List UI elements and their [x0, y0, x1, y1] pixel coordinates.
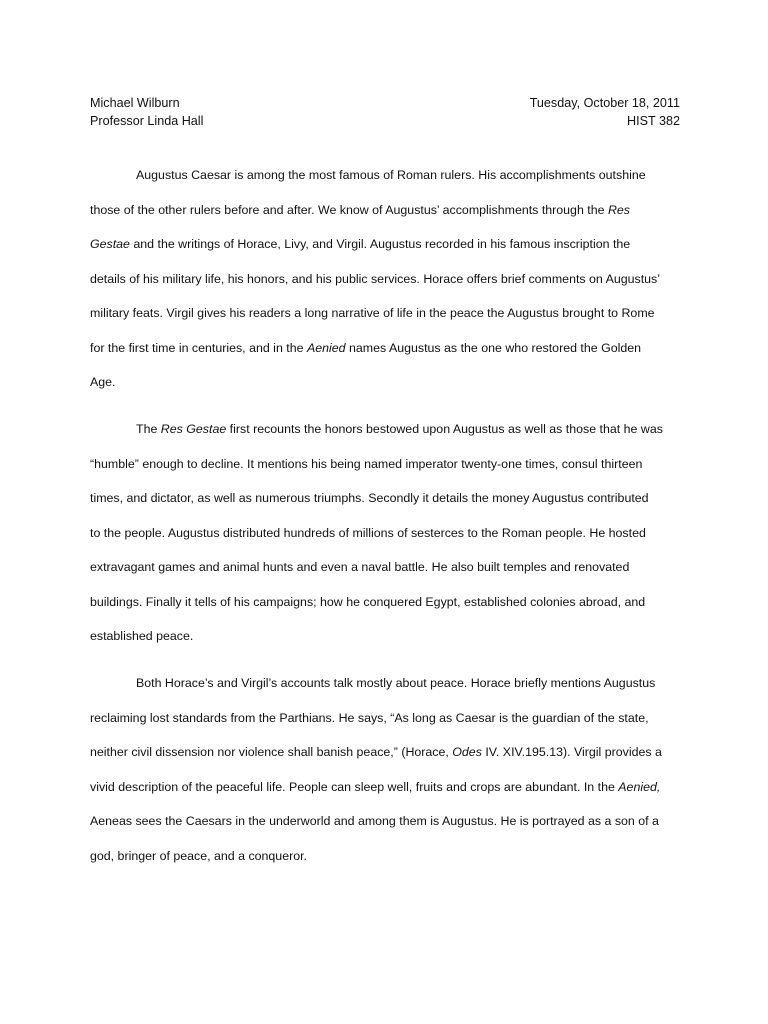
text-segment: established peace. [90, 629, 194, 643]
essay-paragraph [90, 158, 680, 400]
text-segment: reclaiming lost standards from the Parthians. He says, “As long as Caesar is the guardian of the state, [90, 710, 649, 725]
paragraph-line [90, 585, 680, 620]
text-segment: for the first time in centuries, and in the [90, 340, 307, 355]
text-segment: Aeneas sees the Caesars in the underworld and among them is Augustus. He is portrayed as a son of a [90, 814, 659, 828]
italic-title-text: Aenied, [618, 779, 661, 794]
paragraph-line [90, 735, 680, 770]
paragraph-line [90, 550, 680, 585]
text-segment: vivid description of the peaceful life. People can sleep well, fruits and crops are abundant. In the [90, 779, 619, 794]
italic-title-text: Gestae [90, 237, 130, 251]
text-segment: neither civil dissension nor violence shall banish peace,” (Horace, [90, 745, 453, 759]
paragraph-line [90, 331, 680, 366]
text-segment: Augustus Caesar is among the most famous of Roman rulers. His accomplishments outshine [136, 168, 646, 182]
paragraph-line [90, 770, 680, 805]
paragraph-line [90, 701, 680, 736]
text-segment: god, bringer of peace, and a conqueror. [90, 848, 307, 863]
text-segment: The [136, 422, 161, 436]
text-segment: “humble” enough to decline. It mentions his being named imperator twenty-one times, consul thirteen [90, 456, 643, 471]
header-row-2 [90, 112, 680, 130]
essay-paragraph [90, 412, 680, 654]
essay-paragraph [90, 666, 680, 873]
paragraph-line [90, 447, 680, 482]
italic-title-text: Aenied [306, 340, 346, 355]
text-segment: first recounts the honors bestowed upon Augustus as well as those that he was [226, 422, 663, 436]
text-segment: those of the other rulers before and after. We know of Augustus’ accomplishments through the [90, 202, 608, 217]
paragraph-line [90, 365, 680, 400]
text-segment: details of his military life, his honors, and his public services. Horace offers brief comments on Augustus’ [90, 271, 660, 286]
date: Tuesday, October 18, 2011 [529, 96, 680, 110]
header-row-1 [90, 94, 680, 112]
text-segment: times, and dictator, as well as numerous triumphs. Secondly it details the money Augustus contributed [90, 491, 649, 505]
italic-title-text: Res [607, 202, 630, 217]
paragraph-line [90, 296, 680, 331]
paragraph-line [90, 158, 680, 193]
italic-title-text: Res Gestae [160, 422, 227, 436]
professor-name: Professor Linda Hall [90, 114, 204, 128]
document-header [90, 94, 680, 130]
italic-title-text: Odes [452, 745, 482, 759]
text-segment: IV. XIV.195.13). Virgil provides a [481, 745, 662, 759]
paragraph-line [90, 193, 680, 228]
text-segment: to the people. Augustus distributed hundreds of millions of sesterces to the Roman people. He hosted [90, 525, 646, 540]
text-segment: military feats. Virgil gives his readers a long narrative of life in the peace the Augustus brought to Rome [90, 306, 655, 320]
text-segment: and the writings of Horace, Livy, and Virgil. Augustus recorded in his famous inscription the [129, 237, 631, 251]
paragraph-line [90, 619, 680, 654]
text-segment: extravagant games and animal hunts and even a naval battle. He also built temples and renovated [90, 560, 630, 574]
paragraph-line [90, 839, 680, 874]
text-segment: Both Horace’s and Virgil’s accounts talk mostly about peace. Horace briefly mentions Augustus [136, 676, 656, 690]
author-name: Michael Wilburn [90, 96, 180, 110]
text-segment: buildings. Finally it tells of his campaigns; how he conquered Egypt, established colonies abroad, and [90, 594, 646, 609]
paragraph-line [90, 262, 680, 297]
paragraph-line [90, 666, 680, 701]
paragraph-line [90, 481, 680, 516]
text-segment: names Augustus as the one who restored the Golden [345, 340, 642, 355]
course-code: HIST 382 [627, 114, 680, 128]
paragraph-line [90, 227, 680, 262]
paragraph-line [90, 516, 680, 551]
essay-body [90, 158, 680, 886]
paragraph-line [90, 804, 680, 839]
text-segment: Age. [90, 375, 116, 389]
paragraph-line [90, 412, 680, 447]
